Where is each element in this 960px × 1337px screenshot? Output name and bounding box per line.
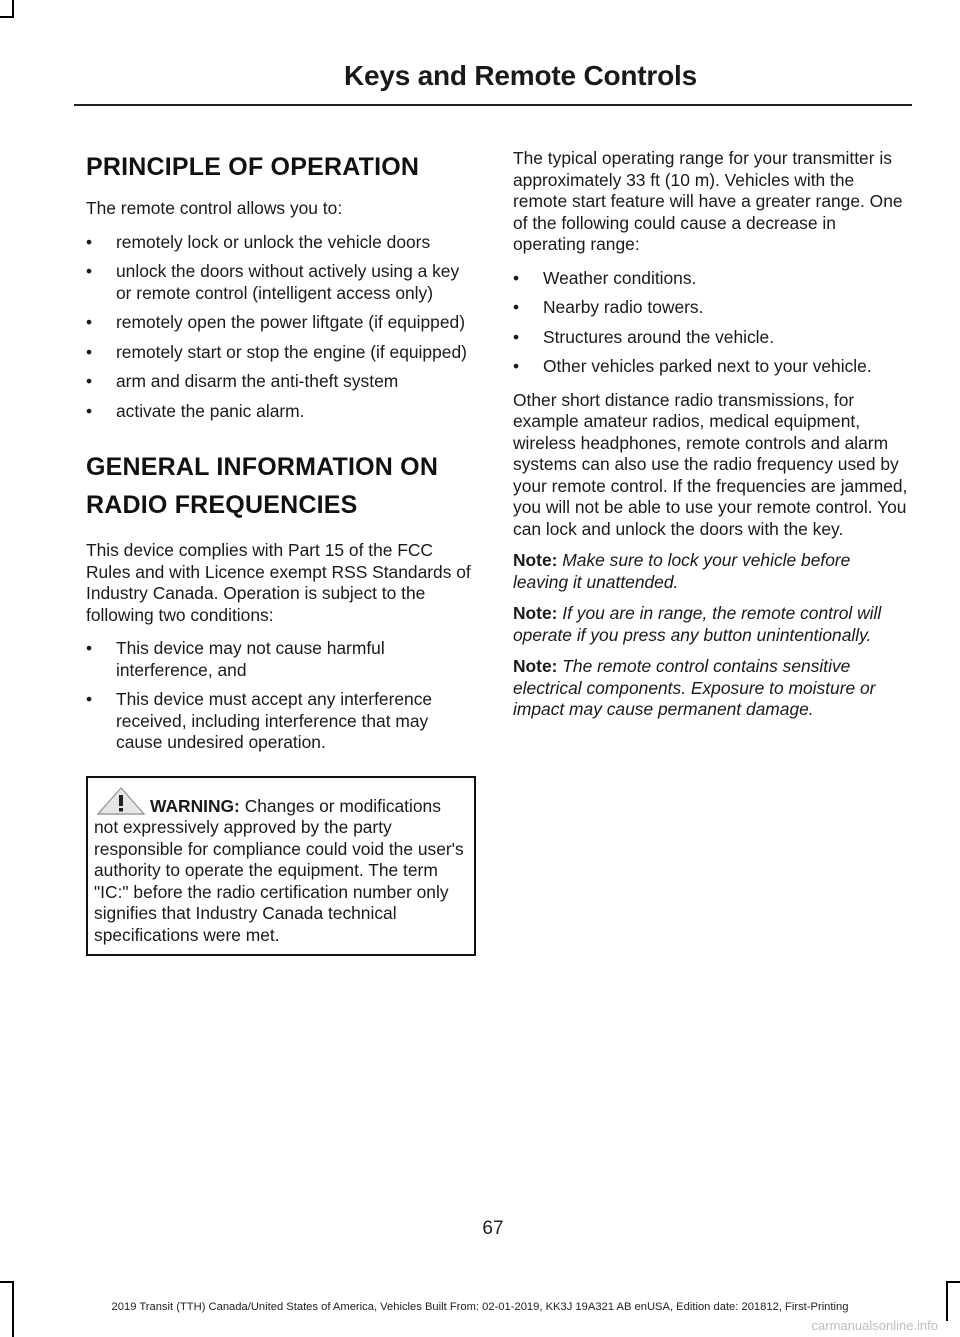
crop-mark-top-left-horizontal (0, 16, 14, 18)
principle-intro: The remote control allows you to: (86, 198, 343, 218)
warning-label: WARNING: (150, 795, 240, 816)
header-divider (74, 104, 912, 106)
bullet-icon: • (86, 231, 93, 252)
edition-footer: 2019 Transit (TTH) Canada/United States of America, Vehicles Built From: 02-01-2019, KK3J 19A321 AB enUSA, Edition date: 201812, First-Printing (111, 1301, 849, 1313)
list-item: • Structures around the vehicle. (513, 326, 775, 347)
list-item: • activate the panic alarm. (86, 400, 305, 421)
bullet-icon: • (86, 638, 93, 658)
principle-bullet-list (86, 232, 476, 423)
page-header-title: Keys and Remote Controls (343, 60, 697, 91)
note-3 (513, 656, 909, 721)
bullet-icon: • (513, 326, 520, 347)
principle-heading: PRINCIPLE OF OPERATION (86, 153, 420, 181)
right-column (513, 148, 909, 731)
note-2 (513, 603, 909, 646)
note-text: Make sure to lock your vehicle before leaving it unattended. (513, 550, 851, 592)
bullet-icon: • (86, 261, 93, 281)
crop-mark-bottom-right-horizontal (946, 1281, 960, 1283)
bullet-icon: • (513, 356, 520, 376)
warning-box (86, 776, 476, 957)
page-number: 67 (482, 1218, 504, 1239)
list-item: • This device must accept any interference received, including interference that may cause undesired operation. (86, 689, 433, 752)
bullet-icon: • (513, 267, 520, 288)
left-column (86, 148, 476, 956)
warning-triangle-icon (94, 786, 148, 816)
note-label: Note: (513, 656, 558, 676)
list-item: • remotely lock or unlock the vehicle doors (86, 231, 431, 252)
list-item: • remotely open the power liftgate (if equipped) (86, 312, 465, 332)
list-item: • arm and disarm the anti-theft system (86, 371, 399, 391)
bullet-icon: • (86, 341, 93, 362)
note-1 (513, 550, 909, 593)
watermark-link[interactable]: carmanualsonline.info (811, 1318, 938, 1333)
list-item: • Nearby radio towers. (513, 297, 704, 317)
general-info-bullet-list (86, 638, 476, 754)
range-bullet-list (513, 268, 909, 378)
list-item: • unlock the doors without actively using a key or remote control (intelligent access only) (86, 261, 460, 303)
list-item: • Other vehicles parked next to your vehicle. (513, 356, 872, 376)
bullet-icon: • (86, 371, 93, 391)
warning-text: Changes or modifications not expressively approved by the party responsible for compliance could void the user's authority to operate the equipment. The term "IC:" before the radio certification number only signifies that Industry Canada technical specifications were met. (94, 795, 464, 945)
list-item: • This device may not cause harmful interference, and (86, 638, 385, 680)
range-paragraph: The typical operating range for your transmitter is approximately 33 ft (10 m). Vehicles with the remote start feature will have a greater range. One of the following could cause a decrease in operating range: (513, 148, 903, 254)
bullet-icon: • (86, 400, 93, 421)
bullet-icon: • (86, 689, 93, 709)
note-text: The remote control contains sensitive electrical components. Exposure to moisture or impact may cause permanent damage. (513, 656, 876, 719)
note-label: Note: (513, 603, 558, 623)
list-item: • remotely start or stop the engine (if equipped) (86, 341, 467, 362)
interference-paragraph: Other short distance radio transmissions, for example amateur radios, medical equipment, wireless headphones, remote controls and alarm systems can also use the radio frequency used by your remote control. If the frequencies are jammed, you will not be able to use your remote control. You can lock and unlock the doors with the key. (513, 389, 908, 539)
list-item: • Weather conditions. (513, 267, 697, 288)
general-info-heading: GENERAL INFORMATION ON RADIO FREQUENCIES (86, 453, 439, 519)
bullet-icon: • (513, 297, 520, 317)
crop-mark-bottom-left-horizontal (0, 1281, 14, 1283)
bullet-icon: • (86, 312, 93, 332)
note-label: Note: (513, 550, 558, 570)
general-info-paragraph: This device complies with Part 15 of the FCC Rules and with Licence exempt RSS Standards of Industry Canada. Operation is subject to the following two conditions: (86, 540, 471, 625)
note-text: If you are in range, the remote control will operate if you press any button unintentionally. (513, 603, 882, 645)
